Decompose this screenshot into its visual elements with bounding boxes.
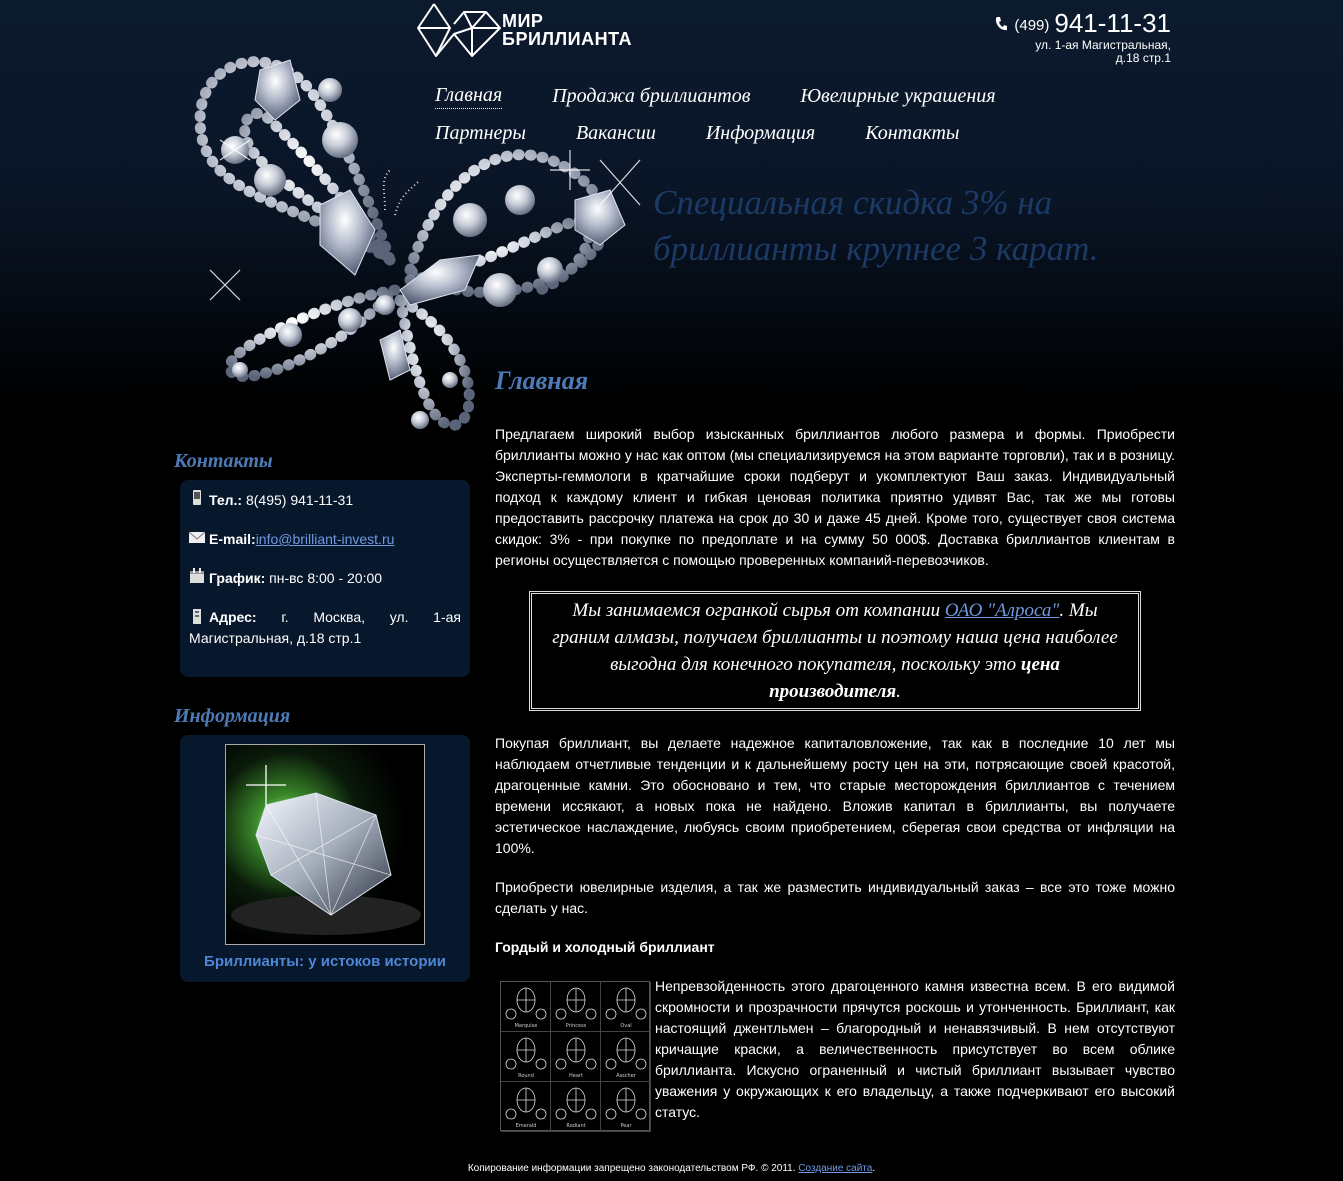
investment-paragraph: Покупая бриллиант, вы делаете надежное капиталовложение, так как в последние 10 лет мы наблюдаем отчетливые тенденции и к дальнейшему росту цен на эти, потрясающие своей красотой, драгоценные камни. Это обосновано и тем, что старые месторождения бриллиантов с течением времени иссякают, а новых пока не найдено. Вложив капитал в бриллианты, вы получаете эстетическое наслаждение, любуясь своим приобретением, сберегая свои средства от инфляции на 100%. — [495, 735, 1175, 856]
phone-number[interactable]: 941-11-31 — [1054, 8, 1171, 38]
alrosa-link[interactable]: ОАО "Алроса" — [944, 600, 1060, 621]
footer-end: . — [872, 1163, 876, 1174]
cuts-section — [495, 976, 1175, 1131]
contacts-title: Контакты — [174, 450, 273, 472]
cut-label: Emerald — [515, 1123, 537, 1129]
contact-address-label: Адрес: — [209, 609, 257, 625]
intro-paragraph: Предлагаем широкий выбор изысканных бриллиантов любого размера и формы. Приобрести бриллианты можно у нас как оптом (мы специализируемся на этом варианте торговли), так и в розницу. Эксперты-геммологи в кратчайшие сроки подберут и укомплектуют Ваш заказ. Индивидуальный подход к каждому клиент и гибкая ценовая политика приятно удивят Вас, так же мы готовы предоставить рассрочку платежа на срок до 30 и даже 45 дней. Кроме того, существует своя система скидок: 3% - при покупке по предоплате и на сумму 50 000$. Доставка бриллиантов клиентам в регионы осуществляется с помощью проверенных компаний-перевозчиков. — [495, 426, 1175, 568]
nav-row-1 — [435, 78, 1046, 115]
info-article-link[interactable]: Бриллианты: у истоков истории — [204, 953, 446, 970]
diamond-cuts-image — [500, 981, 650, 1131]
cut-shape-asscher — [601, 1032, 651, 1082]
cut-shape-oval — [601, 982, 651, 1032]
promo-line2: бриллианты крупнее 3 карат. — [653, 229, 1099, 268]
quote-text-end: . — [896, 681, 901, 702]
cut-label: Radiant — [566, 1123, 586, 1129]
cut-label: Oval — [620, 1023, 632, 1029]
footer — [0, 1163, 1343, 1174]
cut-label: Marquise — [514, 1023, 538, 1029]
calendar-icon — [189, 568, 205, 584]
contact-schedule-label: График: — [209, 570, 266, 586]
logo-line1: МИР — [502, 11, 544, 31]
cut-label: Heart — [569, 1073, 583, 1079]
footer-copyright: Копирование информации запрещено законодательством РФ. © 2011. — [467, 1163, 799, 1174]
footer-site-link[interactable]: Создание сайта — [798, 1163, 873, 1174]
nav-item-contacts[interactable]: Контакты — [865, 122, 960, 144]
proud-diamond-paragraph: Непревзойденность этого драгоценного камня известна всем. В его видимой скромности и прозрачности прячутся роскошь и утонченность. Бриллиант, как настоящий джентльмен – благородный и ненавязчивый. В нем отсутствуют кричащие краски, а величественность присутствует во всем облике бриллианта. Искусно ограненный и чистый бриллиант вызывает чувство уважения у окружающих к его владельцу, а также подчеркивают его высокий статус. — [655, 978, 1175, 1120]
cut-label: Princess — [565, 1023, 587, 1029]
nav-item-partners[interactable]: Партнеры — [435, 122, 526, 144]
contact-email-link[interactable]: info@brilliant-invest.ru — [255, 531, 395, 547]
information-title: Информация — [174, 705, 291, 727]
contact-schedule-value: пн-вс 8:00 - 20:00 — [265, 570, 383, 586]
logo-text — [502, 12, 632, 48]
nav-item-home[interactable]: Главная — [435, 84, 502, 109]
contact-phone-value: 8(495) 941-11-31 — [242, 492, 354, 508]
nav-item-diamond-sales[interactable]: Продажа бриллиантов — [552, 85, 751, 107]
header-address-line2: д.18 стр.1 — [1115, 51, 1171, 65]
header-address-line1: ул. 1-ая Магистральная, — [1035, 38, 1171, 52]
section-subtitle: Гордый и холодный бриллиант — [495, 939, 715, 955]
contact-email-label: E-mail: — [209, 531, 256, 547]
cut-label: Asscher — [616, 1073, 636, 1079]
producer-quote — [529, 591, 1141, 711]
cut-shape-pear — [601, 1082, 651, 1132]
nav-item-jewelry[interactable]: Ювелирные украшения — [800, 85, 996, 107]
nav-item-information[interactable]: Информация — [705, 122, 816, 144]
envelope-icon — [189, 529, 205, 545]
main-navigation — [435, 78, 1046, 152]
quote-highlight: цена производителя — [769, 654, 1060, 702]
page-title: Главная — [495, 366, 589, 395]
mobile-phone-icon — [189, 490, 205, 506]
phone-code: (499) — [1014, 17, 1050, 34]
promo-banner — [653, 180, 1213, 272]
building-icon — [189, 608, 205, 624]
nav-item-vacancies[interactable]: Вакансии — [575, 122, 656, 144]
diamond-photo[interactable] — [225, 744, 425, 945]
information-box — [180, 735, 470, 982]
promo-line1: Специальная скидка 3% на — [653, 183, 1053, 222]
header-contact — [994, 8, 1171, 65]
cut-shape-heart — [551, 1032, 601, 1082]
contact-address — [189, 607, 461, 649]
cut-label: Pear — [620, 1123, 632, 1129]
quote-text-start: Мы занимаемся огранкой сырья от компании — [572, 600, 945, 621]
nav-row-2 — [435, 115, 1046, 152]
logo-line2: БРИЛЛИАНТА — [502, 29, 632, 49]
contact-phone — [189, 490, 461, 511]
contacts-box — [180, 480, 470, 677]
diamond-logo-icon — [414, 0, 504, 60]
contact-schedule — [189, 568, 461, 589]
jewelry-paragraph: Приобрести ювелирные изделия, а так же разместить индивидуальный заказ – все это тоже можно сделать у нас. — [495, 879, 1175, 916]
cut-shape-marquise — [501, 982, 551, 1032]
phone-icon — [994, 16, 1008, 32]
site-logo[interactable] — [414, 0, 632, 60]
cut-shape-radiant — [551, 1082, 601, 1132]
cut-shape-round — [501, 1032, 551, 1082]
contact-address-value: г. Москва, ул. 1-ая Магистральная, д.18 стр.1 — [189, 609, 461, 646]
cut-shape-princess — [551, 982, 601, 1032]
contact-phone-label: Тел.: — [209, 492, 243, 508]
main-content — [495, 360, 1175, 1131]
contact-email — [189, 529, 461, 550]
cut-label: Round — [518, 1073, 534, 1079]
quote-text-mid: . Мы граним алмазы, получаем бриллианты и поэтому наша цена наиболее выгодна для конечного покупателя, поскольку это — [552, 600, 1118, 675]
cut-shape-emerald — [501, 1082, 551, 1132]
